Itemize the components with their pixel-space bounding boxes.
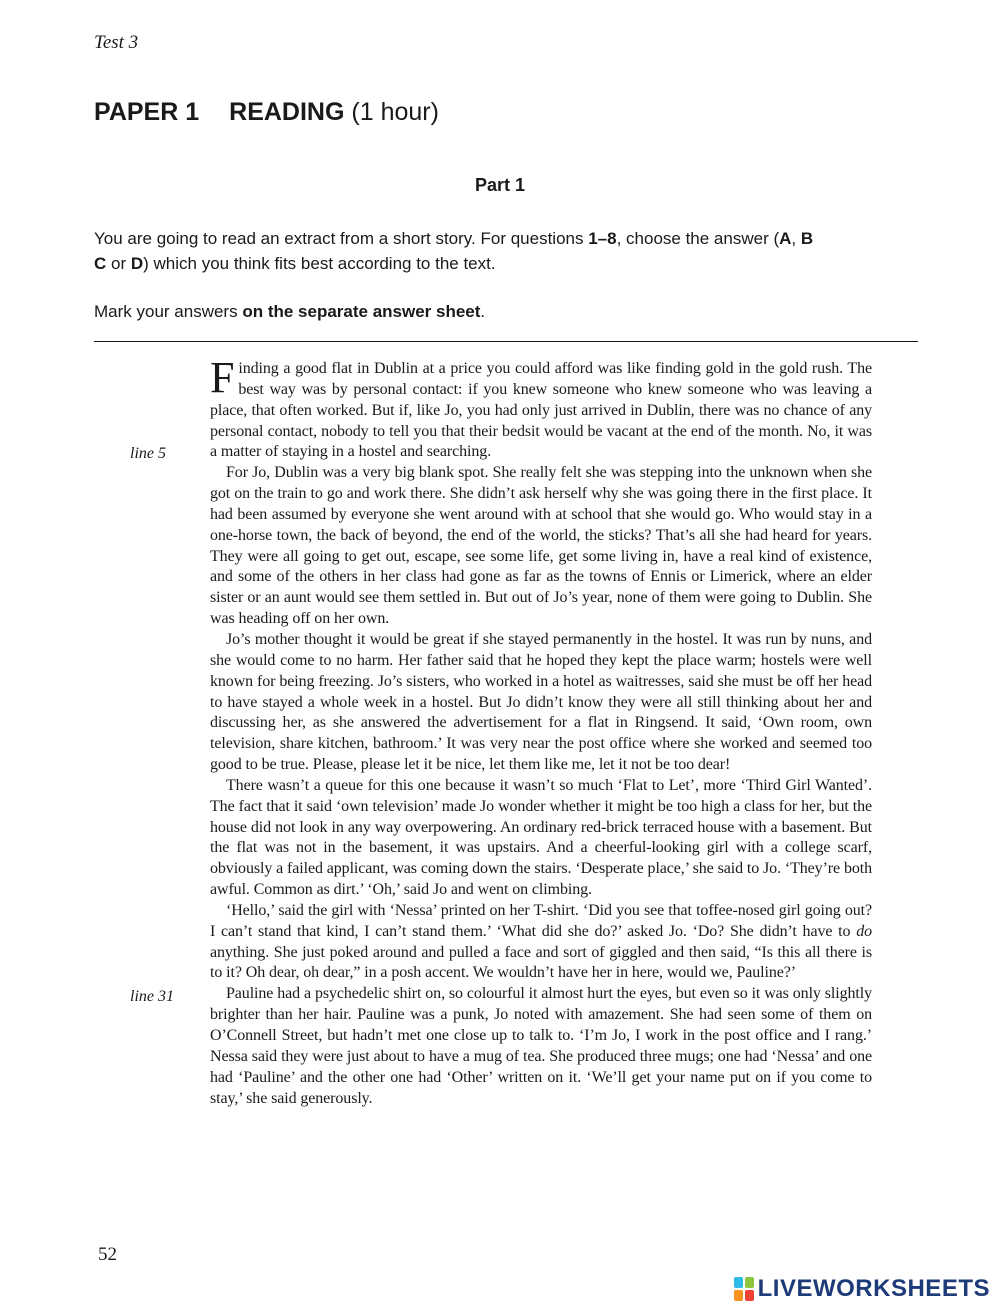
paragraph-5-text-b: anything. She just poked around and pulled a face and sort of giggled and then said, “Is this all there is to it? Oh dear, oh dear,” in a posh accent. We wouldn’t have her in here, would we, Pauline?’ — [210, 943, 872, 982]
instr-or: or — [106, 254, 131, 273]
paragraph-1-text: inding a good flat in Dublin at a price you could afford was like finding gold in the gold rush. The best way was by personal contact: if you knew someone who knew someone who was leaving a place, that often worked. But if, like Jo, you had only just arrived in Dublin, there was no chance of any personal contact, nobody to tell you that their bedsit would be vacant at the end of the month. No, it was a matter of staying in a hostel and searching. — [210, 360, 872, 461]
mark-text-emphasis: on the separate answer sheet — [242, 302, 481, 321]
liveworksheets-text: LIVEWORKSHEETS — [757, 1275, 990, 1302]
drop-cap: F — [210, 353, 235, 402]
option-c: C — [94, 254, 107, 273]
mark-text-2: . — [480, 302, 486, 321]
story-text — [210, 353, 872, 1109]
story-paragraph-1 — [210, 353, 872, 463]
logo-square-1 — [734, 1277, 743, 1288]
paper-label: PAPER 1 — [94, 98, 200, 126]
instructions — [94, 226, 924, 324]
instructions-task — [94, 226, 924, 276]
paragraph-5-emphasis: do — [856, 922, 872, 940]
instructions-mark — [94, 299, 924, 324]
story-paragraph-2: For Jo, Dublin was a very big blank spot. She really felt she was stepping into the unknown when she got on the train to go and work there. She didn’t ask herself why she was going there in the first place. It had been assumed by everyone she went around with at school that she would go. Who would stay in a one-horse town, the back of beyond, the end of the world, the sticks? That’s all she had heard for years. They were all going to get out, escape, see some life, get some living in, have a real kind of existence, and some of the others in her class had gone as far as the towns of Ennis or Limerick, where an elder sister or an aunt would see them settled in. But out of Jo’s year, none of them were going to Dublin. She was heading off on her own. — [210, 464, 872, 628]
logo-square-2 — [745, 1277, 754, 1288]
option-d: D — [130, 254, 144, 273]
mark-text-1: Mark your answers — [94, 302, 243, 321]
liveworksheets-logo-icon — [734, 1277, 754, 1301]
option-b: B — [800, 229, 814, 248]
duration-label: (1 hour) — [351, 98, 439, 126]
running-head: Test 3 — [94, 32, 139, 53]
instr-text-2: , choose the answer ( — [616, 229, 780, 248]
line-marker-31: line 31 — [130, 988, 174, 1005]
story-paragraph-4: There wasn’t a queue for this one because it wasn’t so much ‘Flat to Let’, more ‘Third Girl Wanted’. The fact that it said ‘own television’ made Jo wonder whether it might be too high a class for her, but the house did not look in any way overpowering. An ordinary red-brick terraced house with a basement. But the flat was not in the basement, it was upstairs. And a cheerful-looking girl with a college scarf, obviously a failed applicant, was coming down the stairs. ‘Desperate place,’ she said to Jo. ‘They’re both awful. Common as dirt.’ ‘Oh,’ said Jo and went on climbing. — [210, 776, 872, 899]
option-a: A — [779, 229, 792, 248]
instr-text-3: ) which you think fits best according to the text. — [143, 254, 496, 273]
page-number: 52 — [98, 1244, 117, 1265]
section-divider — [94, 341, 918, 342]
liveworksheets-watermark — [734, 1276, 990, 1302]
section-label: READING — [229, 98, 345, 126]
question-range: 1–8 — [588, 229, 617, 248]
story-paragraph-3: Jo’s mother thought it would be great if she stayed permanently in the hostel. It was run by nuns, and she would come to no harm. Her father said that he hoped they kept the place warm; hostels were well known for being freezing. Jo’s sisters, who worked in a hotel as waitresses, said she must be off her head to have stayed a whole week in a hostel. But Jo didn’t know they were all still thinking about her and discussing her, as she answered the advertisement for a flat in Ringsend. It said, ‘Own room, own television, share kitchen, bathroom.’ It was very near the post office where she worked and seemed too good to be true. Please, please let it be nice, let them like me, let it not be too dear! — [210, 630, 872, 774]
line-marker-5: line 5 — [130, 445, 166, 462]
logo-square-4 — [745, 1290, 754, 1301]
logo-square-3 — [734, 1290, 743, 1301]
part-heading: Part 1 — [474, 175, 526, 195]
page-title — [94, 98, 439, 127]
instr-sep-1: , — [791, 229, 801, 248]
paragraph-5-text-a: ‘Hello,’ said the girl with ‘Nessa’ printed on her T-shirt. ‘Did you see that toffee-nosed girl going out? I can’t stand that kind, I can’t stand them.’ ‘What did she do?’ asked Jo. ‘Do? She didn’t have to — [210, 901, 872, 940]
instr-text-1: You are going to read an extract from a short story. For questions — [94, 229, 589, 248]
story-paragraph-5 — [210, 901, 872, 984]
story-paragraph-6: Pauline had a psychedelic shirt on, so colourful it almost hurt the eyes, but even so it was only slightly brighter than her hair. Pauline was a punk, Jo noted with amazement. She had seen some of them on O’Connell Street, but hadn’t met one close up to talk to. ‘I’m Jo, I work in the post office and I rang.’ Nessa said they were just about to have a mug of tea. She produced three mugs; one had ‘Nessa’ and one had ‘Pauline’ and the other one had ‘Other’ written on it. ‘We’ll get your name put on if you come to stay,’ she said generously. — [210, 985, 872, 1107]
